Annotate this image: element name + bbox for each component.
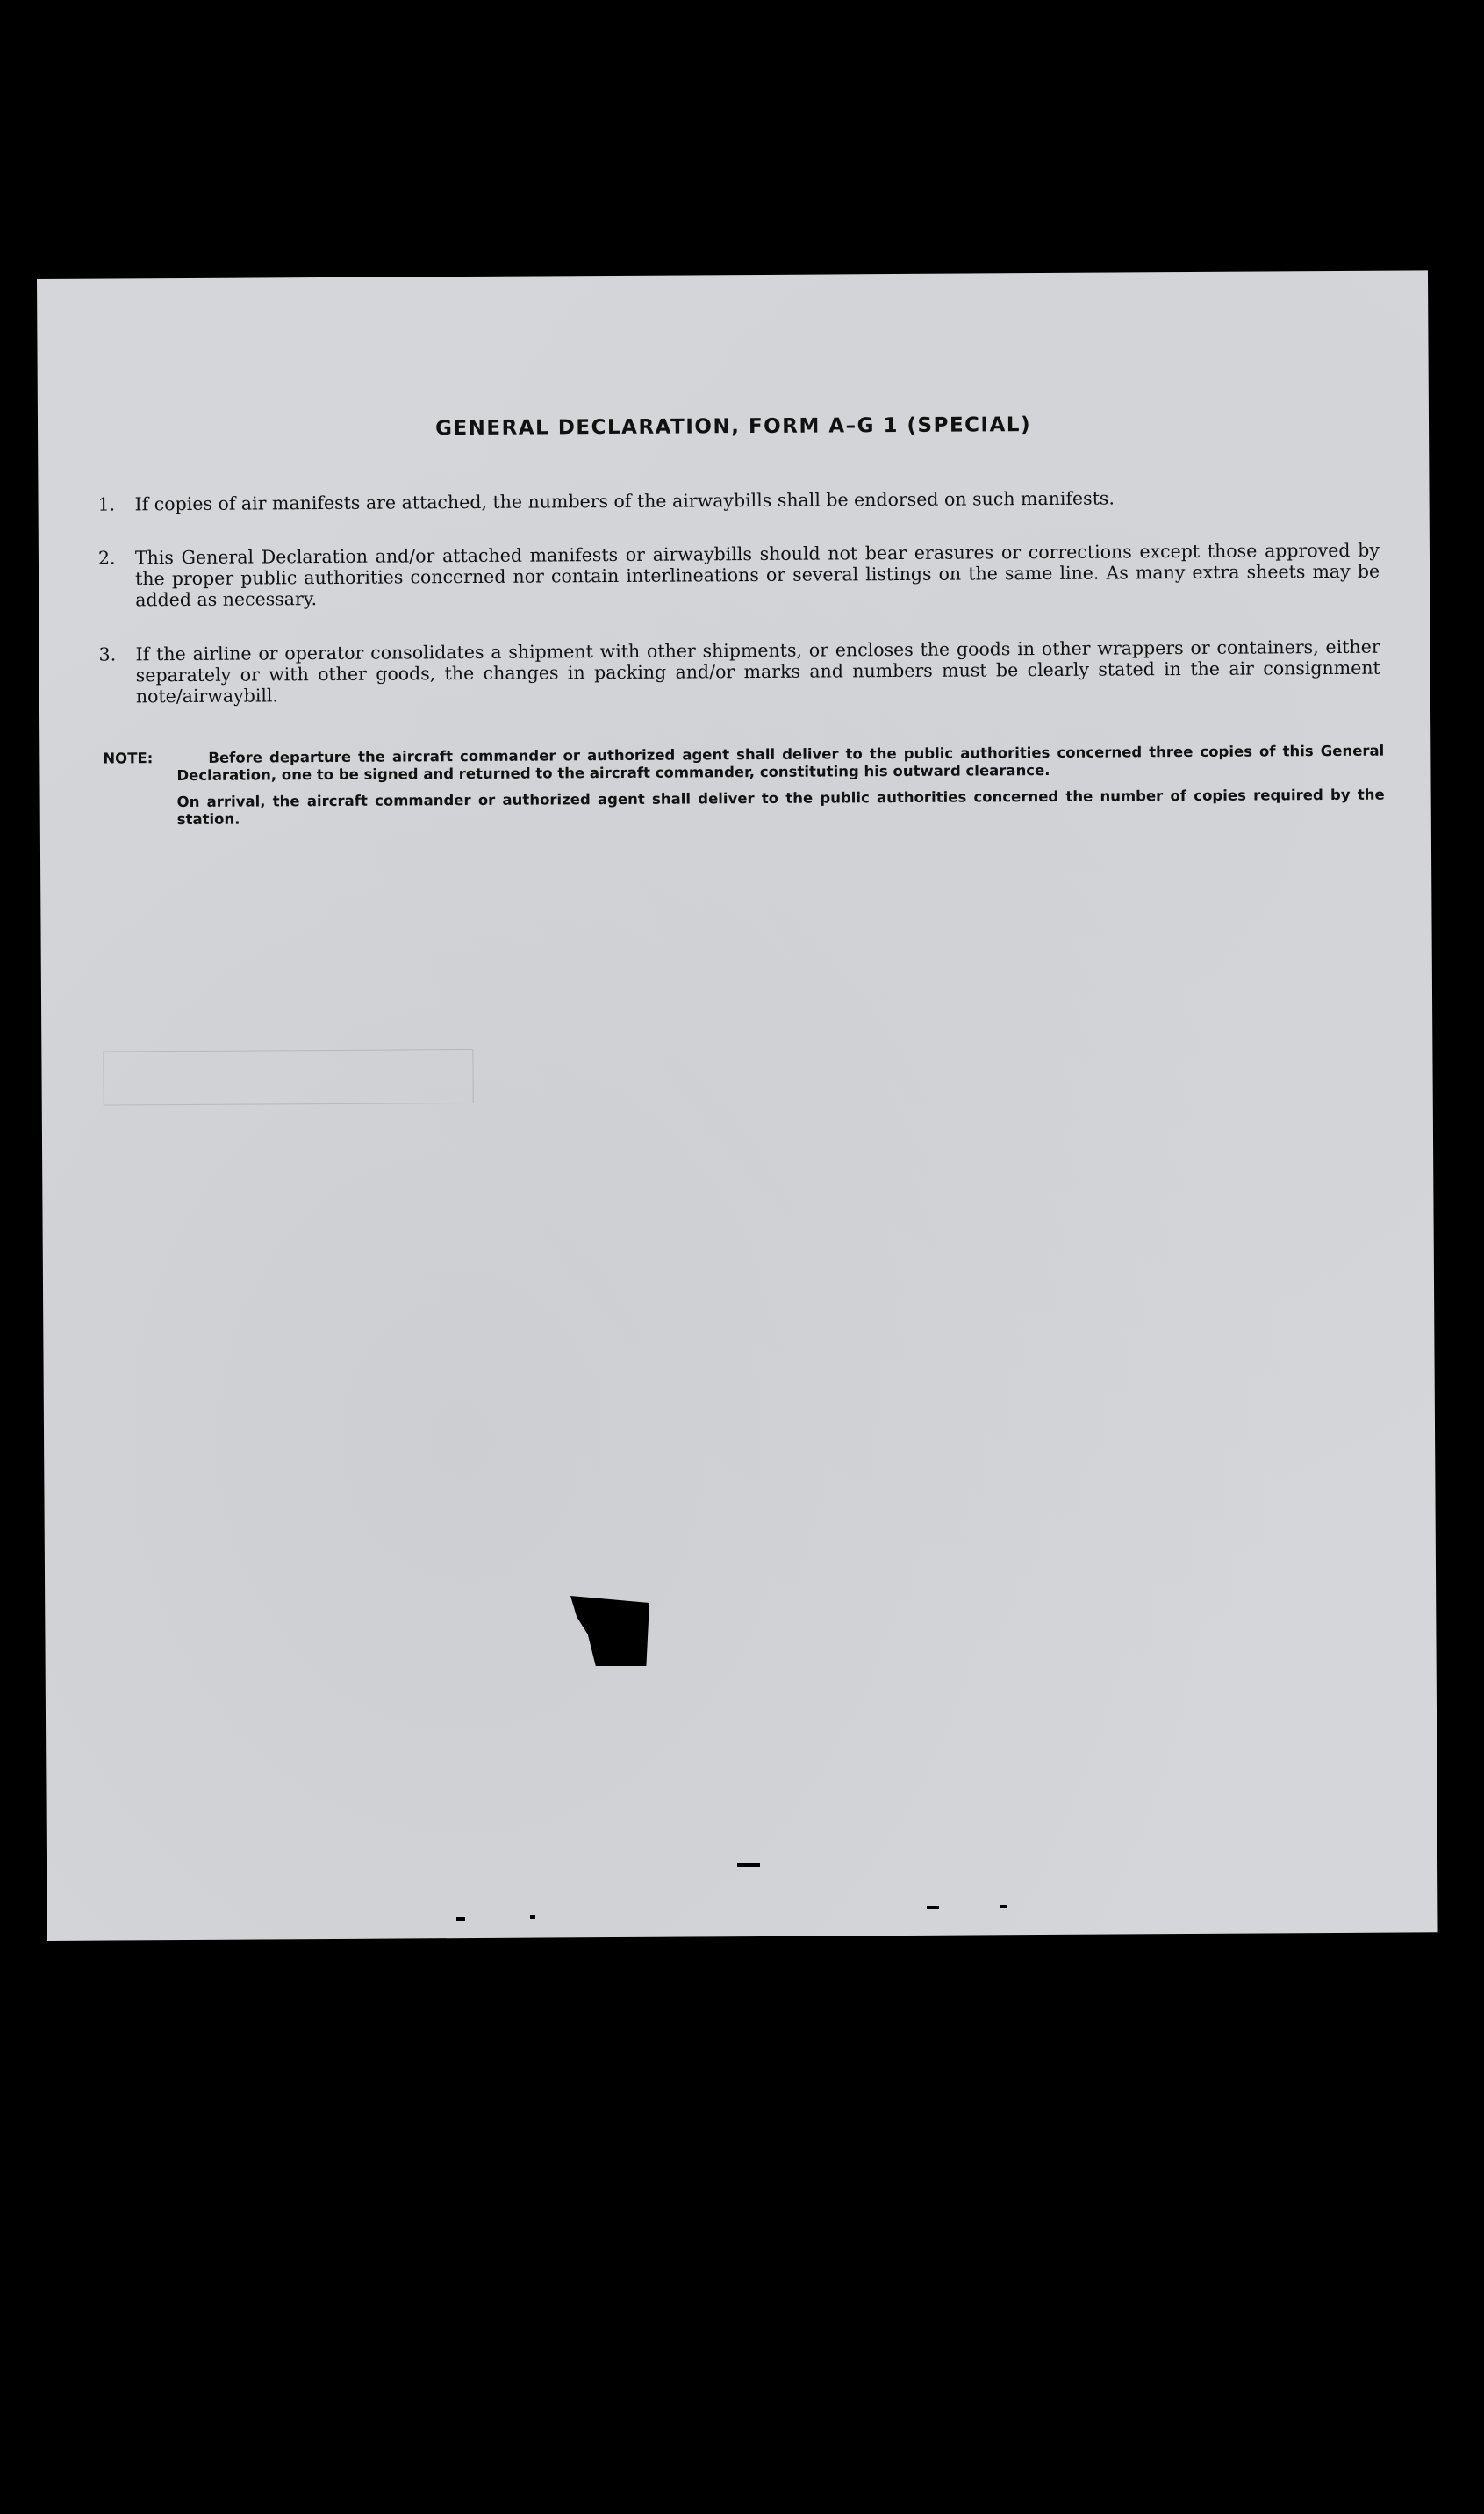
instruction-item-1 — [97, 486, 1379, 515]
item-text: If the airline or operator consolidates a shipment with other shipments, or encloses the goods in other wrappers or containers, either separately or with other goods, the changes in packing and/or marks and numbers must be clearly stated in the air consignment note/airwaybill. — [135, 636, 1380, 708]
page-title: GENERAL DECLARATION, FORM A–G 1 (SPECIAL) — [434, 413, 1032, 441]
item-number: 2. — [97, 547, 116, 569]
scan-speck — [530, 1915, 535, 1919]
item-text: This General Declaration and/or attached manifests or airwaybills should not bear erasures or corrections except those approved by the proper public authorities concerned nor contain interlineations or several listings on the same line. As many extra sheets may be added as necessary. — [134, 539, 1380, 611]
document-page — [37, 270, 1438, 1941]
scan-speck — [1000, 1905, 1007, 1908]
item-text: If copies of air manifests are attached, the numbers of the airwaybills shall be endorsed on such manifests. — [134, 487, 1115, 515]
note-paragraph-arrival: On arrival, the aircraft commander or authorized agent shall deliver to the public authorities concerned the number of copies required by the station. — [176, 786, 1385, 829]
note-section — [103, 743, 1385, 830]
instruction-item-2 — [98, 540, 1380, 611]
note-label: NOTE: — [103, 750, 154, 767]
note-paragraph-departure: Before departure the aircraft commander or authorized agent shall deliver to the public authorities concerned three copies of this General Declaration, one to be signed and returned to the aircraft commander, constituting his outward clearance. — [176, 742, 1385, 785]
scan-speck — [927, 1906, 939, 1909]
scan-speck — [737, 1863, 760, 1867]
scan-speck — [456, 1917, 465, 1921]
item-number: 1. — [97, 493, 116, 515]
instruction-item-3 — [99, 636, 1380, 708]
item-number: 3. — [98, 643, 117, 665]
faint-show-through-stamp — [103, 1049, 473, 1106]
